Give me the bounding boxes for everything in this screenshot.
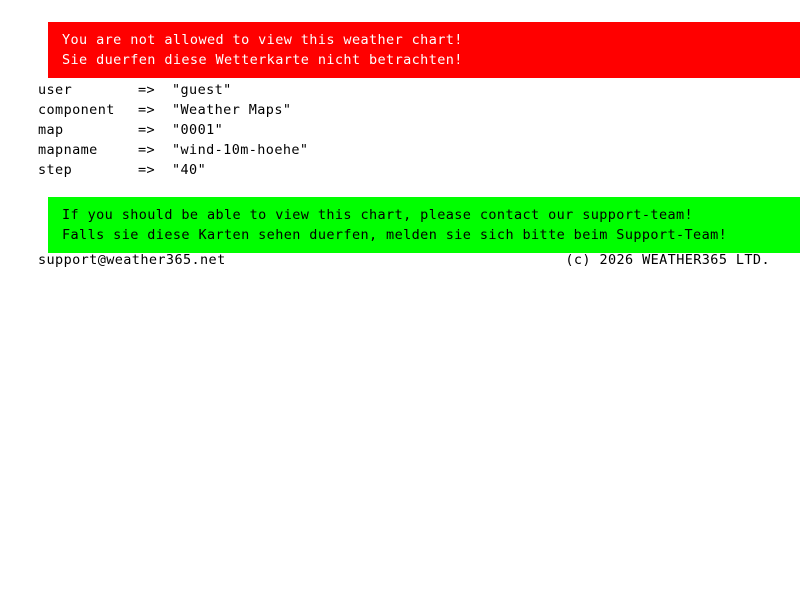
info-banner bbox=[48, 197, 800, 253]
param-arrow: => bbox=[138, 122, 156, 138]
param-key: step bbox=[38, 162, 73, 178]
param-key: user bbox=[38, 82, 73, 98]
param-key: component bbox=[38, 102, 115, 118]
error-banner-line-en: You are not allowed to view this weather chart! bbox=[62, 32, 463, 48]
param-arrow: => bbox=[138, 142, 156, 158]
info-banner-line-en: If you should be able to view this chart, please contact our support-team! bbox=[62, 207, 694, 223]
param-value: "wind-10m-hoehe" bbox=[172, 142, 309, 158]
info-banner-line-de: Falls sie diese Karten sehen duerfen, melden sie sich bitte beim Support-Team! bbox=[62, 227, 728, 243]
page-footer bbox=[38, 250, 770, 270]
parameter-table bbox=[38, 80, 308, 180]
error-banner-line-de: Sie duerfen diese Wetterkarte nicht betrachten! bbox=[62, 52, 463, 68]
param-arrow: => bbox=[138, 102, 156, 118]
table-row bbox=[38, 140, 308, 160]
table-row bbox=[38, 100, 308, 120]
param-key: mapname bbox=[38, 142, 98, 158]
copyright-notice: (c) 2026 WEATHER365 LTD. bbox=[565, 252, 770, 268]
table-row bbox=[38, 80, 308, 100]
param-value: "Weather Maps" bbox=[172, 102, 292, 118]
param-arrow: => bbox=[138, 82, 156, 98]
error-banner bbox=[48, 22, 800, 78]
param-key: map bbox=[38, 122, 64, 138]
param-value: "0001" bbox=[172, 122, 224, 138]
param-arrow: => bbox=[138, 162, 156, 178]
table-row bbox=[38, 160, 308, 180]
param-value: "guest" bbox=[172, 82, 232, 98]
support-email[interactable]: support@weather365.net bbox=[38, 252, 226, 268]
param-value: "40" bbox=[172, 162, 207, 178]
table-row bbox=[38, 120, 308, 140]
